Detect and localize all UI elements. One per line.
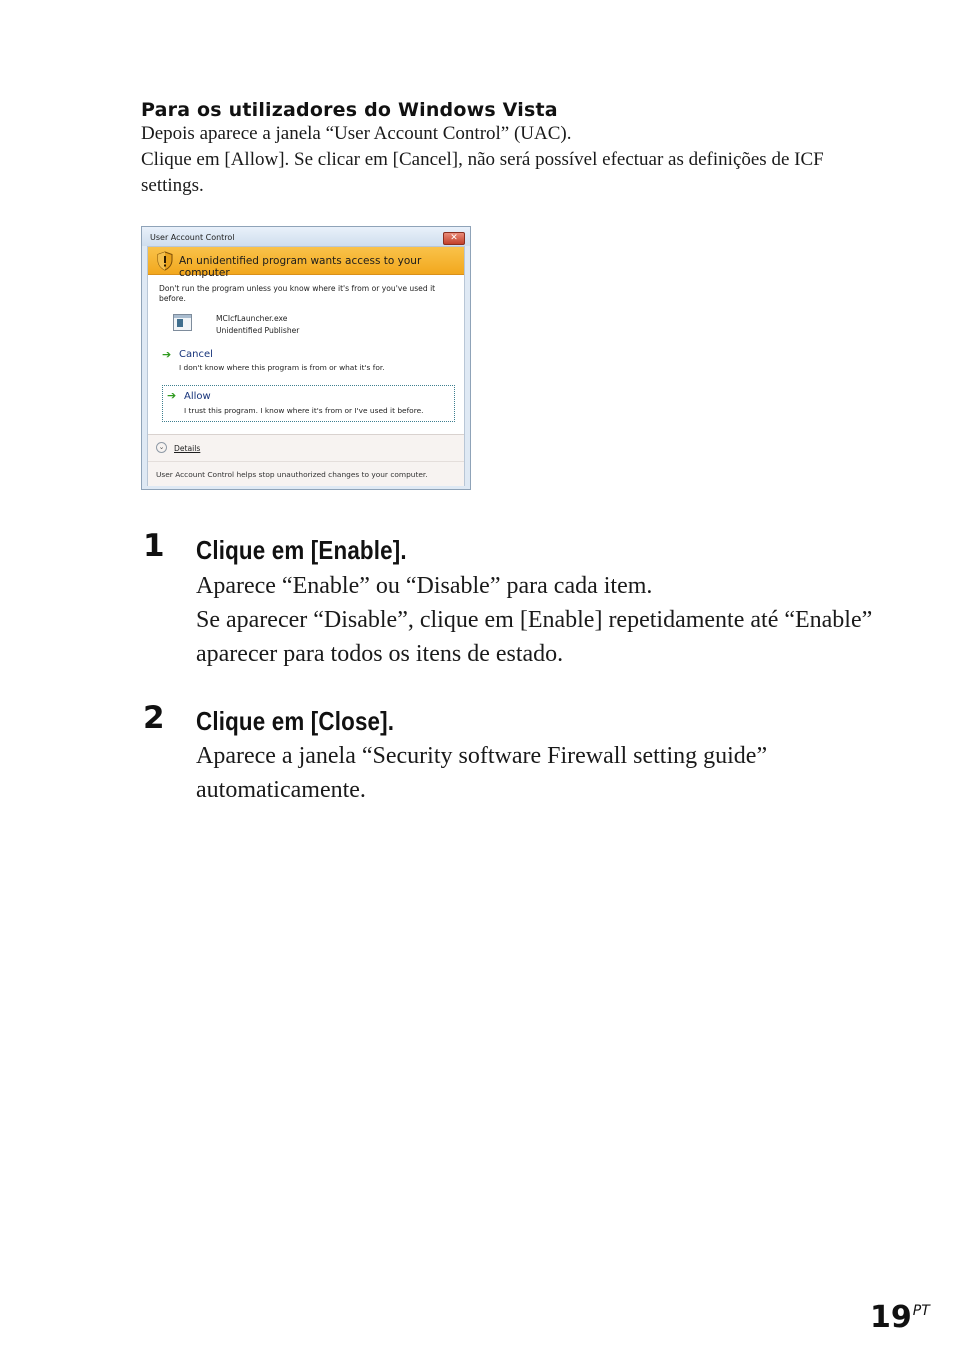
uac-warning-text: Don't run the program unless you know where it's from or you've used it before.: [159, 284, 436, 303]
details-bar: [148, 434, 464, 461]
program-name: MCIcfLauncher.exe: [216, 314, 288, 323]
step-text: Aparece “Enable” ou “Disable” para cada item.: [196, 573, 653, 599]
program-icon: [173, 314, 192, 331]
allow-option[interactable]: [162, 385, 455, 422]
shield-warning-icon: [156, 251, 174, 271]
uac-client-area: [147, 246, 465, 486]
uac-banner-text: An unidentified program wants access to your computer: [179, 255, 422, 279]
intro-text: Clique em [Allow]. Se clicar em [Cancel], não será possível efectuar as definições de ICF settings.: [141, 149, 824, 196]
allow-option-description: I trust this program. I know where it's from or I've used it before.: [184, 406, 424, 415]
intro-text: Depois aparece a janela “User Account Control” (UAC).: [141, 123, 572, 144]
cancel-option-label: Cancel: [179, 349, 213, 360]
section-heading: Para os utilizadores do Windows Vista: [141, 99, 558, 121]
arrow-right-icon: ➔: [167, 389, 177, 402]
step-heading: Clique em [Enable].: [196, 535, 407, 565]
uac-window-title: User Account Control: [150, 233, 235, 242]
arrow-right-icon: ➔: [162, 348, 172, 361]
allow-option-label: Allow: [184, 391, 211, 402]
step-heading: Clique em [Close].: [196, 706, 395, 736]
cancel-option[interactable]: [162, 347, 454, 375]
step-number: 2: [143, 700, 165, 736]
cancel-option-description: I don't know where this program is from or what it's for.: [179, 363, 385, 372]
program-publisher: Unidentified Publisher: [216, 326, 300, 335]
page-number: 19: [870, 1300, 912, 1335]
chevron-down-icon[interactable]: ⌄: [156, 442, 167, 453]
step-number: 1: [143, 528, 165, 564]
details-link[interactable]: Details: [174, 444, 201, 453]
step-text: Aparece a janela “Security software Firewall setting guide” automaticamente.: [196, 743, 768, 803]
close-icon[interactable]: ✕: [443, 232, 465, 245]
step-text: Se aparecer “Disable”, clique em [Enable] repetidamente até “Enable” aparecer para todos os itens de estado.: [196, 607, 873, 667]
uac-footer: [148, 461, 464, 486]
page-number-block: [870, 1300, 930, 1335]
page-language: PT: [912, 1303, 930, 1319]
uac-warning-banner: [148, 247, 464, 279]
uac-footer-text: User Account Control helps stop unauthorized changes to your computer.: [156, 470, 428, 479]
uac-dialog-screenshot: [141, 226, 471, 490]
uac-title-bar: [142, 227, 470, 246]
